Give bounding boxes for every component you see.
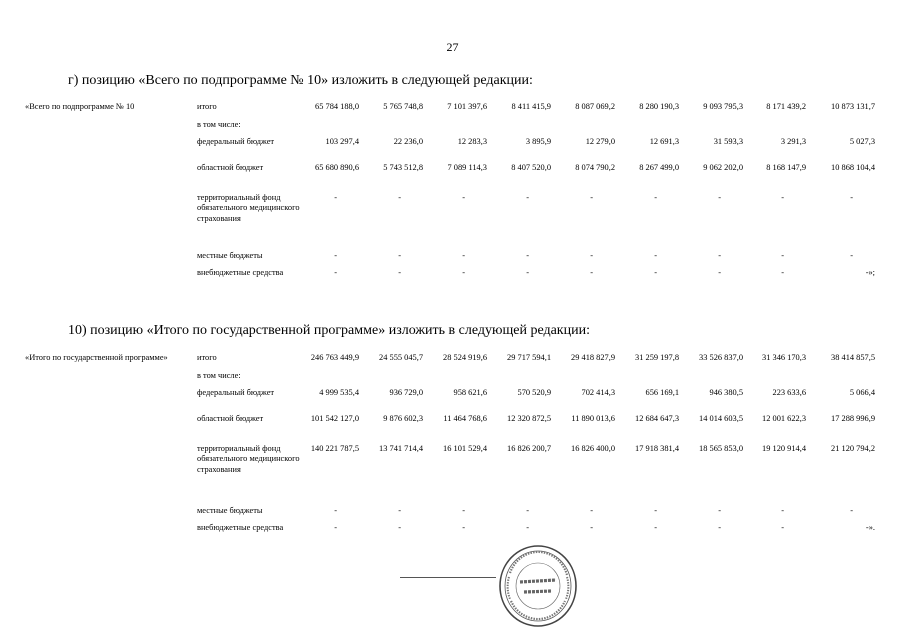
amount-cell: 8 280 190,3: [639, 102, 679, 111]
amount-cell: -: [850, 506, 853, 515]
amount-cell: 8 407 520,0: [511, 163, 551, 172]
amount-cell: 19 120 914,4: [762, 444, 806, 453]
section-heading-subprogram-10: г) позицию «Всего по подпрограмме № 10» изложить в следующей редакции:: [68, 73, 533, 88]
amount-cell: 101 542 127,0: [310, 414, 359, 423]
empty-cell: [806, 120, 875, 137]
table-row: [25, 268, 875, 294]
position-title-empty: [25, 193, 193, 251]
funding-source-cell: федеральный бюджет: [197, 137, 275, 146]
empty-cell: [679, 371, 743, 388]
amount-cell: -»;: [865, 268, 875, 277]
subprogram-10-table: [25, 102, 875, 294]
page-number: 27: [446, 40, 459, 54]
amount-cell: 10 873 131,7: [831, 102, 875, 111]
amount-cell: -: [526, 251, 529, 260]
funding-source-cell: итого: [197, 102, 217, 111]
table-row: [25, 120, 875, 137]
amount-cell: 246 763 449,9: [310, 353, 359, 362]
amount-cell: 29 418 827,9: [571, 353, 615, 362]
amount-cell: 936 729,0: [389, 388, 423, 397]
amount-cell: 5 066,4: [849, 388, 875, 397]
position-title-empty: [25, 506, 193, 523]
position-title-empty: [25, 251, 193, 268]
amount-cell: -: [526, 268, 529, 277]
empty-cell: [309, 120, 359, 137]
funding-source-cell: в том числе:: [197, 371, 241, 380]
funding-source-cell: местные бюджеты: [197, 506, 263, 515]
empty-cell: [423, 371, 487, 388]
funding-source-cell: итого: [197, 353, 217, 362]
amount-cell: 28 524 919,6: [443, 353, 487, 362]
amount-cell: 33 526 837,0: [699, 353, 743, 362]
amount-cell: 9 876 602,3: [383, 414, 423, 423]
amount-cell: -: [718, 523, 721, 532]
amount-cell: 16 826 200,7: [507, 444, 551, 453]
funding-source-cell: областной бюджет: [197, 414, 264, 423]
amount-cell: -: [718, 506, 721, 515]
empty-cell: [359, 371, 423, 388]
amount-cell: 5 743 512,8: [383, 163, 423, 172]
amount-cell: 223 633,6: [772, 388, 806, 397]
funding-source-cell: территориальный фонд обязательного медицинского страхования: [197, 444, 300, 474]
amount-cell: 8 074 790,2: [575, 163, 615, 172]
amount-cell: 702 414,3: [581, 388, 615, 397]
funding-source-cell: в том числе:: [197, 120, 241, 129]
amount-cell: 22 236,0: [393, 137, 423, 146]
amount-cell: 29 717 594,1: [507, 353, 551, 362]
amount-cell: -: [781, 268, 784, 277]
amount-cell: 3 895,9: [525, 137, 551, 146]
empty-cell: [615, 120, 679, 137]
amount-cell: 656 169,1: [645, 388, 679, 397]
amount-cell: 7 089 114,3: [447, 163, 487, 172]
amount-cell: -: [334, 506, 337, 515]
amount-cell: 31 346 170,3: [762, 353, 806, 362]
table-row: [25, 371, 875, 388]
funding-source-cell: территориальный фонд обязательного медицинского страхования: [197, 193, 300, 223]
empty-cell: [487, 120, 551, 137]
amount-cell: -: [654, 506, 657, 515]
amount-cell: 18 565 853,0: [699, 444, 743, 453]
amount-cell: -: [654, 193, 657, 202]
amount-cell: -: [462, 523, 465, 532]
amount-cell: 5 765 748,8: [383, 102, 423, 111]
amount-cell: -: [462, 268, 465, 277]
amount-cell: -: [526, 523, 529, 532]
round-seal-stamp: [497, 543, 579, 629]
amount-cell: -: [398, 268, 401, 277]
amount-cell: 3 291,3: [780, 137, 806, 146]
amount-cell: 31 593,3: [713, 137, 743, 146]
amount-cell: -: [334, 523, 337, 532]
amount-cell: 31 259 197,8: [635, 353, 679, 362]
amount-cell: 21 120 794,2: [831, 444, 875, 453]
amount-cell: -: [462, 193, 465, 202]
amount-cell: 11 890 013,6: [571, 414, 615, 423]
empty-cell: [487, 371, 551, 388]
amount-cell: 12 320 872,5: [507, 414, 551, 423]
funding-source-cell: федеральный бюджет: [197, 388, 275, 397]
amount-cell: 9 062 202,0: [703, 163, 743, 172]
position-title-empty: [25, 137, 193, 163]
position-title-empty: [25, 388, 193, 414]
amount-cell: 8 171 439,2: [766, 102, 806, 111]
amount-cell: 4 999 535,4: [319, 388, 359, 397]
empty-cell: [423, 120, 487, 137]
table-row: [25, 353, 875, 371]
amount-cell: 5 027,3: [849, 137, 875, 146]
amount-cell: 12 684 647,3: [635, 414, 679, 423]
amount-cell: -: [462, 251, 465, 260]
amount-cell: -: [654, 523, 657, 532]
amount-cell: 65 784 188,0: [315, 102, 359, 111]
amount-cell: -: [398, 523, 401, 532]
amount-cell: -: [654, 251, 657, 260]
empty-cell: [309, 371, 359, 388]
amount-cell: -: [850, 251, 853, 260]
amount-cell: 946 380,5: [709, 388, 743, 397]
amount-cell: 12 001 622,3: [762, 414, 806, 423]
amount-cell: 13 741 714,4: [379, 444, 423, 453]
amount-cell: 14 014 603,5: [699, 414, 743, 423]
amount-cell: 38 414 857,5: [831, 353, 875, 362]
amount-cell: 958 621,6: [453, 388, 487, 397]
amount-cell: 10 868 104,4: [831, 163, 875, 172]
amount-cell: -».: [865, 523, 875, 532]
amount-cell: -: [398, 251, 401, 260]
amount-cell: -: [590, 523, 593, 532]
empty-cell: [743, 120, 806, 137]
empty-cell: [679, 120, 743, 137]
table-row: [25, 137, 875, 163]
amount-cell: -: [781, 506, 784, 515]
table-row: [25, 414, 875, 444]
amount-cell: 9 093 795,3: [703, 102, 743, 111]
amount-cell: 11 464 768,6: [443, 414, 487, 423]
amount-cell: -: [654, 268, 657, 277]
amount-cell: 17 288 996,9: [831, 414, 875, 423]
amount-cell: -: [718, 251, 721, 260]
amount-cell: 17 918 381,4: [635, 444, 679, 453]
position-title: «Итого по государственной программе»: [25, 353, 168, 362]
empty-cell: [806, 371, 875, 388]
table-row: [25, 444, 875, 506]
empty-cell: [359, 120, 423, 137]
amount-cell: 8 411 415,9: [511, 102, 551, 111]
position-title-empty: [25, 120, 193, 137]
amount-cell: -: [334, 251, 337, 260]
table-row: [25, 506, 875, 523]
funding-source-cell: местные бюджеты: [197, 251, 263, 260]
amount-cell: 24 555 045,7: [379, 353, 423, 362]
table-row: [25, 193, 875, 251]
amount-cell: 65 680 890,6: [315, 163, 359, 172]
amount-cell: 16 101 529,4: [443, 444, 487, 453]
amount-cell: -: [462, 506, 465, 515]
amount-cell: 8 087 069,2: [575, 102, 615, 111]
amount-cell: 8 267 499,0: [639, 163, 679, 172]
position-title-empty: [25, 371, 193, 388]
section-heading-state-program: 10) позицию «Итого по государственной программе» изложить в следующей редакции:: [68, 323, 590, 338]
amount-cell: -: [781, 193, 784, 202]
funding-source-cell: областной бюджет: [197, 163, 264, 172]
amount-cell: -: [590, 268, 593, 277]
amount-cell: -: [398, 193, 401, 202]
amount-cell: 7 101 397,6: [447, 102, 487, 111]
amount-cell: 8 168 147,9: [766, 163, 806, 172]
table-row: [25, 251, 875, 268]
amount-cell: -: [398, 506, 401, 515]
table-row: [25, 388, 875, 414]
funding-source-cell: внебюджетные средства: [197, 268, 284, 277]
amount-cell: 103 297,4: [325, 137, 359, 146]
amount-cell: -: [526, 506, 529, 515]
table-row: [25, 102, 875, 120]
amount-cell: 12 283,3: [457, 137, 487, 146]
amount-cell: 570 520,9: [517, 388, 551, 397]
amount-cell: -: [718, 268, 721, 277]
amount-cell: 12 691,3: [649, 137, 679, 146]
amount-cell: -: [781, 251, 784, 260]
amount-cell: 140 221 787,5: [310, 444, 359, 453]
funding-source-cell: внебюджетные средства: [197, 523, 284, 532]
amount-cell: -: [718, 193, 721, 202]
position-title-empty: [25, 414, 193, 444]
amount-cell: 12 279,0: [585, 137, 615, 146]
position-title-empty: [25, 523, 193, 549]
state-program-table: [25, 353, 875, 549]
empty-cell: [551, 120, 615, 137]
amount-cell: -: [526, 193, 529, 202]
signature-line: [400, 577, 496, 578]
amount-cell: 16 826 400,0: [571, 444, 615, 453]
position-title-empty: [25, 163, 193, 193]
amount-cell: -: [590, 193, 593, 202]
empty-cell: [615, 371, 679, 388]
position-title-empty: [25, 268, 193, 294]
table-row: [25, 523, 875, 549]
amount-cell: -: [590, 251, 593, 260]
position-title: «Всего по подпрограмме № 10: [25, 102, 135, 111]
table-row: [25, 163, 875, 193]
position-title-empty: [25, 444, 193, 506]
empty-cell: [551, 371, 615, 388]
amount-cell: -: [590, 506, 593, 515]
amount-cell: -: [334, 268, 337, 277]
amount-cell: -: [334, 193, 337, 202]
amount-cell: -: [850, 193, 853, 202]
amount-cell: -: [781, 523, 784, 532]
empty-cell: [743, 371, 806, 388]
